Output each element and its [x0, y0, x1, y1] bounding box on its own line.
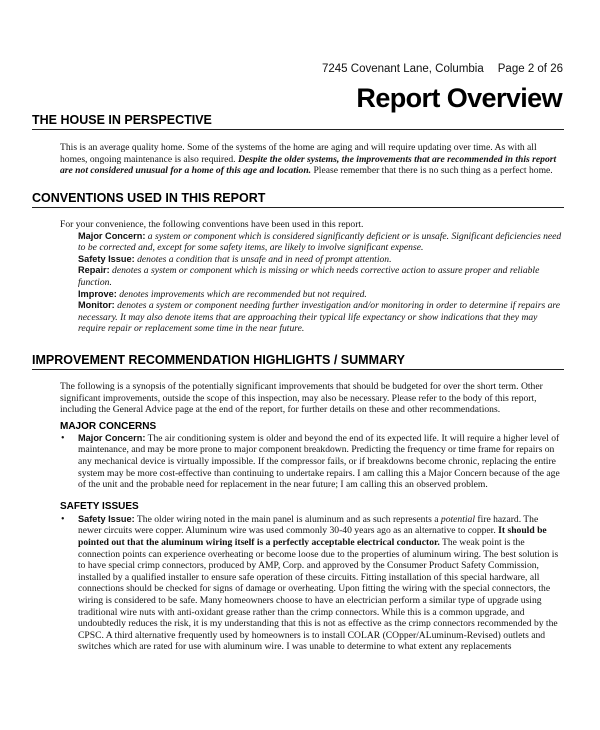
convention-item — [78, 254, 564, 266]
convention-item — [78, 231, 564, 254]
house-emphasis: Despite the older systems, the improvements that are recommended in this report are not considered unusual for a home of this age and location. — [60, 153, 557, 177]
house-text: This is an average quality home. Some of the systems of the home are aging and will require updating over time. As with all homes, ongoing maintenance is also required. — [60, 142, 537, 165]
section-conventions — [32, 191, 564, 335]
house-text-end: Please remember that there is no such thing as a perfect home. — [311, 165, 553, 177]
convention-item — [78, 300, 564, 335]
safety-text: The weak point is the connection points can experience overheating or become loose due to the properties of aluminum wiring. The best solution is to have special crimp connectors, produced by AMP, Corp. and approved by the Consumer Product Safety Commission, installed by a qualified installer to ensure safe operation of these circuits. Fitting installation of this special hardware, all connections should be checked for signs of damage or overheating. Upon fitting the wiring with the special connectors, the wiring is considered to be safe. Many homeowners choose to have an electrician perform a similar type of upgrade using traditional wire nuts with anti-oxidant grease rather than the crimp connectors. While this is a common upgrade, and undoubtedly reduces the risk, it is my understanding that this is not as effective as the crimp connectors recommended by the CPSC. A third alternative frequently used by homeowners is to install COLAR (COpper/ALuminum-Revised) outlets and switches which are rated for use with aluminum wire. I was unable to determine to what extent any replacements — [78, 536, 559, 653]
major-concern-item — [78, 433, 564, 491]
section-heading: IMPROVEMENT RECOMMENDATION HIGHLIGHTS / SUMMARY — [32, 353, 564, 370]
section-house-perspective — [32, 113, 564, 177]
house-paragraph — [60, 142, 562, 177]
convention-term: Major Concern: — [78, 230, 146, 241]
safety-issue-item — [78, 514, 564, 653]
section-heading: THE HOUSE IN PERSPECTIVE — [32, 113, 564, 130]
convention-desc: a system or component which is considered significantly deficient or is unsafe. Significant deficiencies need to be corrected and, except for some safety items, are likely to involve significant expense. — [78, 230, 562, 254]
safety-issues-heading: SAFETY ISSUES — [60, 500, 139, 512]
page-header — [322, 63, 563, 75]
convention-desc: denotes a system or component which is missing or which needs corrective action to assure proper and reliable function. — [78, 265, 540, 288]
page-title: Report Overview — [356, 83, 562, 113]
convention-term: Safety Issue: — [78, 253, 135, 264]
major-concerns-heading: MAJOR CONCERNS — [60, 420, 157, 432]
section-improvements — [32, 353, 564, 653]
page-number: Page 2 of 26 — [497, 63, 563, 75]
safety-potential: potential — [440, 513, 476, 525]
major-concern-text: The air conditioning system is older and beyond the end of its expected life. It will require a higher level of maintenance, and may be more prone to major component breakdown. Predicting the frequency or time frame for repairs on any mechanical device is virtually impossible. If the compressor fails, or if breakdowns become chronic, replacing the entire system may be more cost-effective than continuing to undertake repairs. I am calling this a Major Concern because of the age of the unit and the probable need for replacement in the near future; I am calling this an observed problem. — [78, 432, 560, 491]
convention-desc: denotes a system or component needing further investigation and/or monitoring in order to determine if repairs are necessary. It may also denote items that are approaching their typical life expectancy or show indications that they may require repair or replacement some time in the near future. — [78, 300, 561, 335]
safety-emphasis: It should be pointed out that the aluminum wiring itself is a perfectly acceptable electrical conductor. — [78, 525, 547, 548]
major-concern-term: Major Concern: — [78, 432, 146, 443]
address: 7245 Covenant Lane, Columbia — [322, 63, 484, 75]
convention-item — [78, 265, 564, 288]
conventions-intro: For your convenience, the following conventions have been used in this report. — [60, 219, 364, 230]
safety-issue-term: Safety Issue: — [78, 513, 135, 524]
safety-text: fire hazard. The newer circuits were copper. Aluminum wire was used commonly 30-40 years ago as an alternative to copper. — [78, 513, 539, 537]
convention-desc: denotes a condition that is unsafe and in need of prompt attention. — [134, 253, 392, 265]
safety-text: The older wiring noted in the main panel is aluminum and as such represents a — [134, 513, 441, 525]
convention-item — [78, 289, 564, 301]
section-heading: CONVENTIONS USED IN THIS REPORT — [32, 191, 564, 208]
convention-term: Monitor: — [78, 300, 115, 311]
convention-term: Improve: — [78, 288, 117, 299]
convention-desc: denotes improvements which are recommended but not required. — [116, 288, 367, 300]
convention-term: Repair: — [78, 265, 110, 276]
improvements-intro: The following is a synopsis of the potentially significant improvements that should be budgeted for over the short term. Other significant improvements, outside the scope of this inspection, may also be necessary. Please refer to the body of this report, including the General Advice page at the end of the report, for further details on these and other recommendations. — [60, 381, 543, 416]
